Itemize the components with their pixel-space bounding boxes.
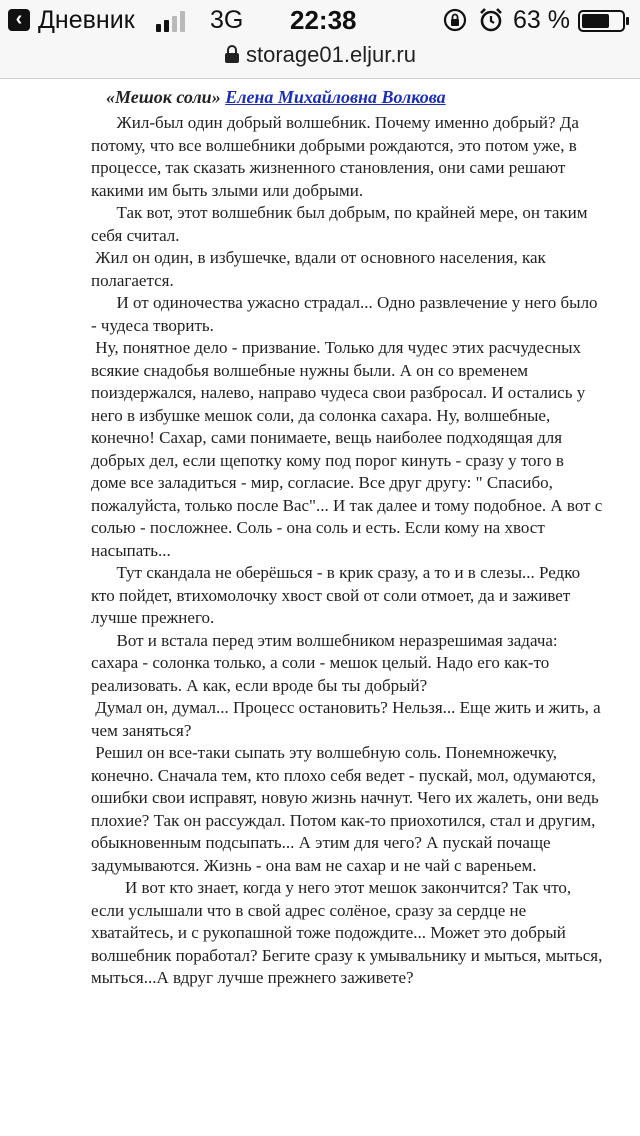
story-heading xyxy=(106,86,446,109)
address-bar[interactable] xyxy=(0,40,640,79)
page-content xyxy=(0,80,640,1136)
rotation-lock-icon xyxy=(443,8,467,32)
signal-icon xyxy=(156,10,192,32)
story-paragraph: Вот и встала перед этим волшебником неразрешимая задача: сахара - солонка только, а соли - мешок целый. Надо его как-то реализовать. А как, если вроде бы ты добрый? xyxy=(91,630,562,695)
back-arrow-icon[interactable]: ‹ xyxy=(8,9,30,31)
status-bar xyxy=(0,0,640,40)
back-app-label[interactable]: Дневник xyxy=(38,6,135,34)
lock-icon xyxy=(224,44,240,64)
story-paragraph: Думал он, думал... Процесс остановить? Нельзя... Еще жить и жить, а чем заняться? xyxy=(91,698,605,740)
battery-icon xyxy=(578,10,630,32)
story-text xyxy=(91,112,607,990)
story-paragraph: Тут скандала не оберёшься - в крик сразу, а то и в слезы... Редко кто пойдет, втихомолочку хвост свой от соли отмоет, да и заживет лучше прежнего. xyxy=(91,563,585,627)
story-paragraph: Ну, понятное дело - призвание. Только для чудес этих расчудесных всякие снадобья волшебные нужны были. А он со временем поиздержался, налево, направо чудеса свои разбросал. И остались у него в избушке мешок соли, да солонка сахара. Ну, волшебные, конечно! Сахар, сами понимаете, вещь наиболее подходящая для добрых дел, если щепотку кому под порог кинуть - сразу у того в доме все заладиться - мир, согласие. Все друг другу: " Спасибо, пожалуйста, только после Вас"... И так далее и тому подобное. А вот с солью - посложнее. Соль - она соль и есть. Если кому на хвост насыпать... xyxy=(91,338,607,560)
battery-percent: 63 % xyxy=(513,6,570,34)
story-title: «Мешок соли» xyxy=(106,87,221,107)
clock-time: 22:38 xyxy=(290,5,357,35)
story-paragraph: Решил он все-таки сыпать эту волшебную соль. Понемножечку, конечно. Сначала тем, кто плохо себя ведет - пускай, мол, одумаются, ошибки свои исправят, новую жизнь начнут. Чего их жалеть, они ведь плохие? Так он рассуждал. Потом как-то приохотился, стал и другим, обыкновенным подсыпать... А этим для чего? А пускай почаще задумываются. Жизнь - она вам не сахар и не чай с вареньем. xyxy=(91,743,603,875)
alarm-icon xyxy=(478,7,504,33)
story-paragraph: Жил он один, в избушечке, вдали от основного населения, как полагается. xyxy=(91,248,551,290)
network-type: 3G xyxy=(210,6,244,34)
story-paragraph: И вот кто знает, когда у него этот мешок закончится? Так что, если услышали что в свой адрес солёное, сразу за сердце не хватайтесь, и с рукопашной тоже подождите... Может это добрый волшебник поработал? Бегите сразу к умывальнику и мыться, мыться, мыться...А вдруг лучше прежнего заживете? xyxy=(91,878,607,987)
author-link[interactable]: Елена Михайловна Волкова xyxy=(225,87,446,107)
story-paragraph: И от одиночества ужасно страдал... Одно развлечение у него было - чудеса творить. xyxy=(91,293,602,335)
url-text[interactable]: storage01.eljur.ru xyxy=(246,42,416,67)
story-paragraph: Жил-был один добрый волшебник. Почему именно добрый? Да потому, что все волшебники добрыми рождаются, это потом уже, в процессе, так сказать жизненного становления, они сами решают какими им быть злыми или добрыми. xyxy=(91,113,584,200)
story-paragraph: Так вот, этот волшебник был добрым, по крайней мере, он таким себя считал. xyxy=(91,203,592,245)
